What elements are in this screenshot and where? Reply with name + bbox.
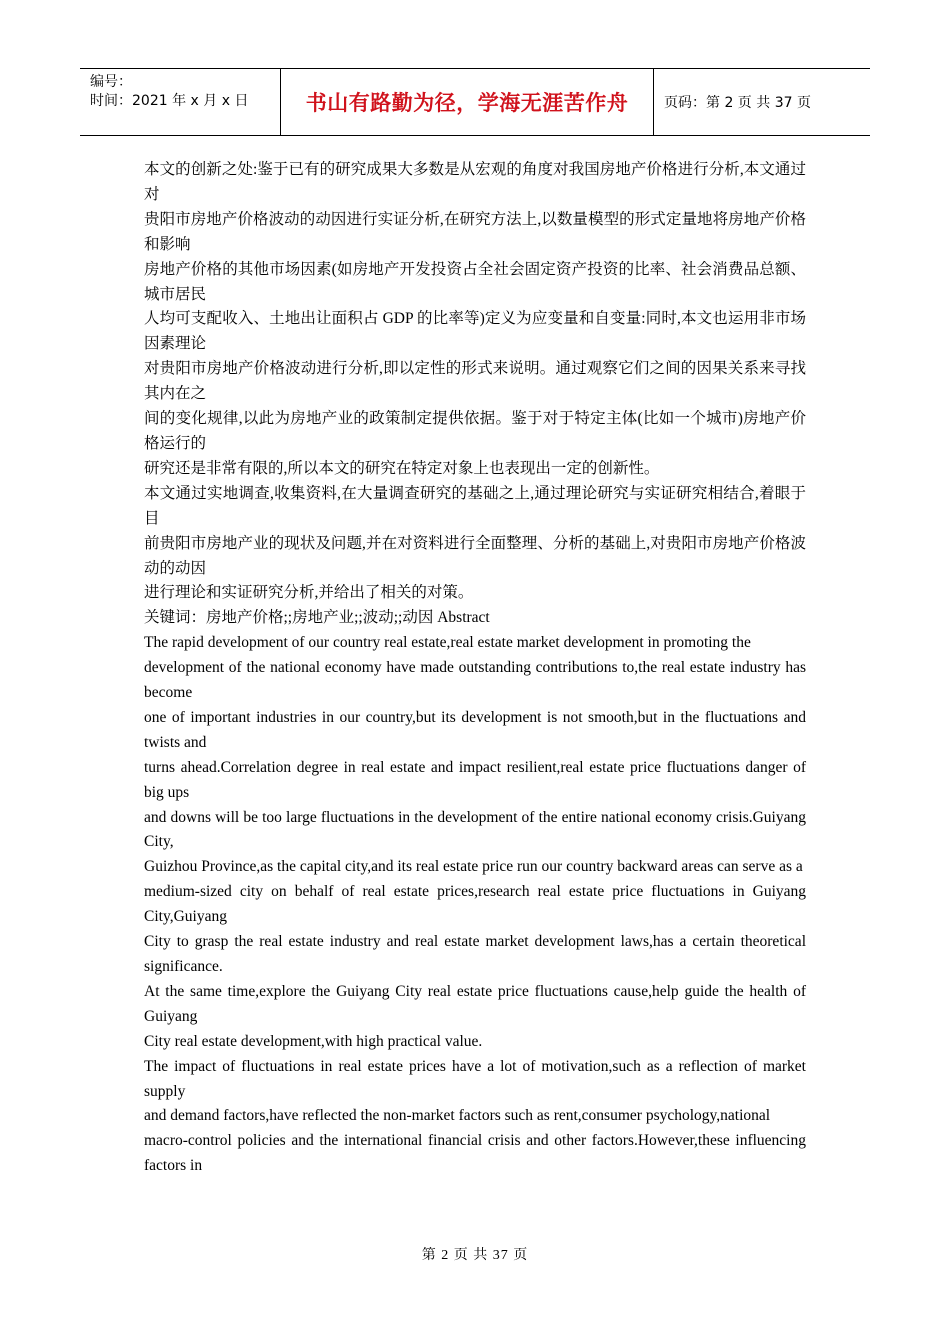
header-motto: 书山有路勤为径，学海无涯苦作舟: [281, 69, 654, 135]
body-line: Guizhou Province,as the capital city,and its real estate price run our country backward areas can serve as a: [144, 858, 803, 876]
body-line: 人均可支配收入、土地出让面积占 GDP 的比率等)定义为应变量和自变量:同时,本文也运用非市场因素理论: [144, 310, 806, 353]
document-number-label: 编号：: [90, 74, 132, 90]
body-line: At the same time,explore the Guiyang City real estate price fluctuations cause,help guide the health of Guiyang: [144, 982, 806, 1025]
keywords-line: 关键词：房地产价格;;房地产业;;波动;;动因 Abstract: [144, 609, 490, 627]
body-line: 研究还是非常有限的,所以本文的研究在特定对象上也表现出一定的创新性。: [144, 459, 660, 477]
body-line: 间的变化规律,以此为房地产业的政策制定提供依据。鉴于对于特定主体(比如一个城市)房地产价格运行的: [144, 410, 806, 452]
document-body: [144, 158, 806, 1179]
body-line: The impact of fluctuations in real estate prices have a lot of motivation,such as a reflection of market supply: [144, 1057, 806, 1100]
body-line: one of important industries in our country,but its development is not smooth,but in the fluctuations and twists and: [144, 708, 806, 751]
body-line: The rapid development of our country real estate,real estate market development in promoting the: [144, 634, 751, 652]
body-line: 进行理论和实证研究分析,并给出了相关的对策。: [144, 584, 474, 602]
body-line: 贵阳市房地产价格波动的动因进行实证分析,在研究方法上,以数量模型的形式定量地将房地产价格和影响: [144, 210, 806, 253]
document-date-label: 时间：2021 年 x 月 x 日: [90, 93, 249, 109]
header-info-cell: [80, 69, 281, 135]
body-line: 对贵阳市房地产价格波动进行分析,即以定性的形式来说明。通过观察它们之间的因果关系来寻找其内在之: [144, 360, 806, 403]
body-line: 本文通过实地调查,收集资料,在大量调查研究的基础之上,通过理论研究与实证研究相结合,着眼于目: [144, 484, 806, 527]
body-line: turns ahead.Correlation degree in real estate and impact resilient,real estate price fluctuations danger of big ups: [144, 758, 806, 801]
body-line: City real estate development,with high practical value.: [144, 1032, 483, 1050]
page-header: [80, 68, 870, 136]
body-line: 本文的创新之处:鉴于已有的研究成果大多数是从宏观的角度对我国房地产价格进行分析,本文通过对: [144, 161, 806, 203]
body-line: and demand factors,have reflected the non-market factors such as rent,consumer psychology,national: [144, 1107, 771, 1125]
body-line: and downs will be too large fluctuations in the development of the entire national economy crisis.Guiyang City,: [144, 808, 806, 851]
page-footer: 第 2 页 共 37 页: [421, 1248, 529, 1263]
body-line: 房地产价格的其他市场因素(如房地产开发投资占全社会固定资产投资的比率、社会消费品总额、城市居民: [144, 260, 806, 303]
body-line: 前贵阳市房地产业的现状及问题,并在对资料进行全面整理、分析的基础上,对贵阳市房地产价格波动的动因: [144, 534, 806, 577]
body-line: development of the national economy have made outstanding contributions to,the real estate industry has become: [144, 659, 806, 702]
body-line: macro-control policies and the international financial crisis and other factors.However,these influencing factors in: [144, 1132, 806, 1175]
body-line: medium-sized city on behalf of real estate prices,research real estate price fluctuations in Guiyang City,Guiyang: [144, 883, 806, 926]
body-line: City to grasp the real estate industry and real estate market development laws,has a certain theoretical significance.: [144, 933, 806, 975]
header-page-code: 页码：第 2 页 共 37 页: [664, 95, 811, 111]
